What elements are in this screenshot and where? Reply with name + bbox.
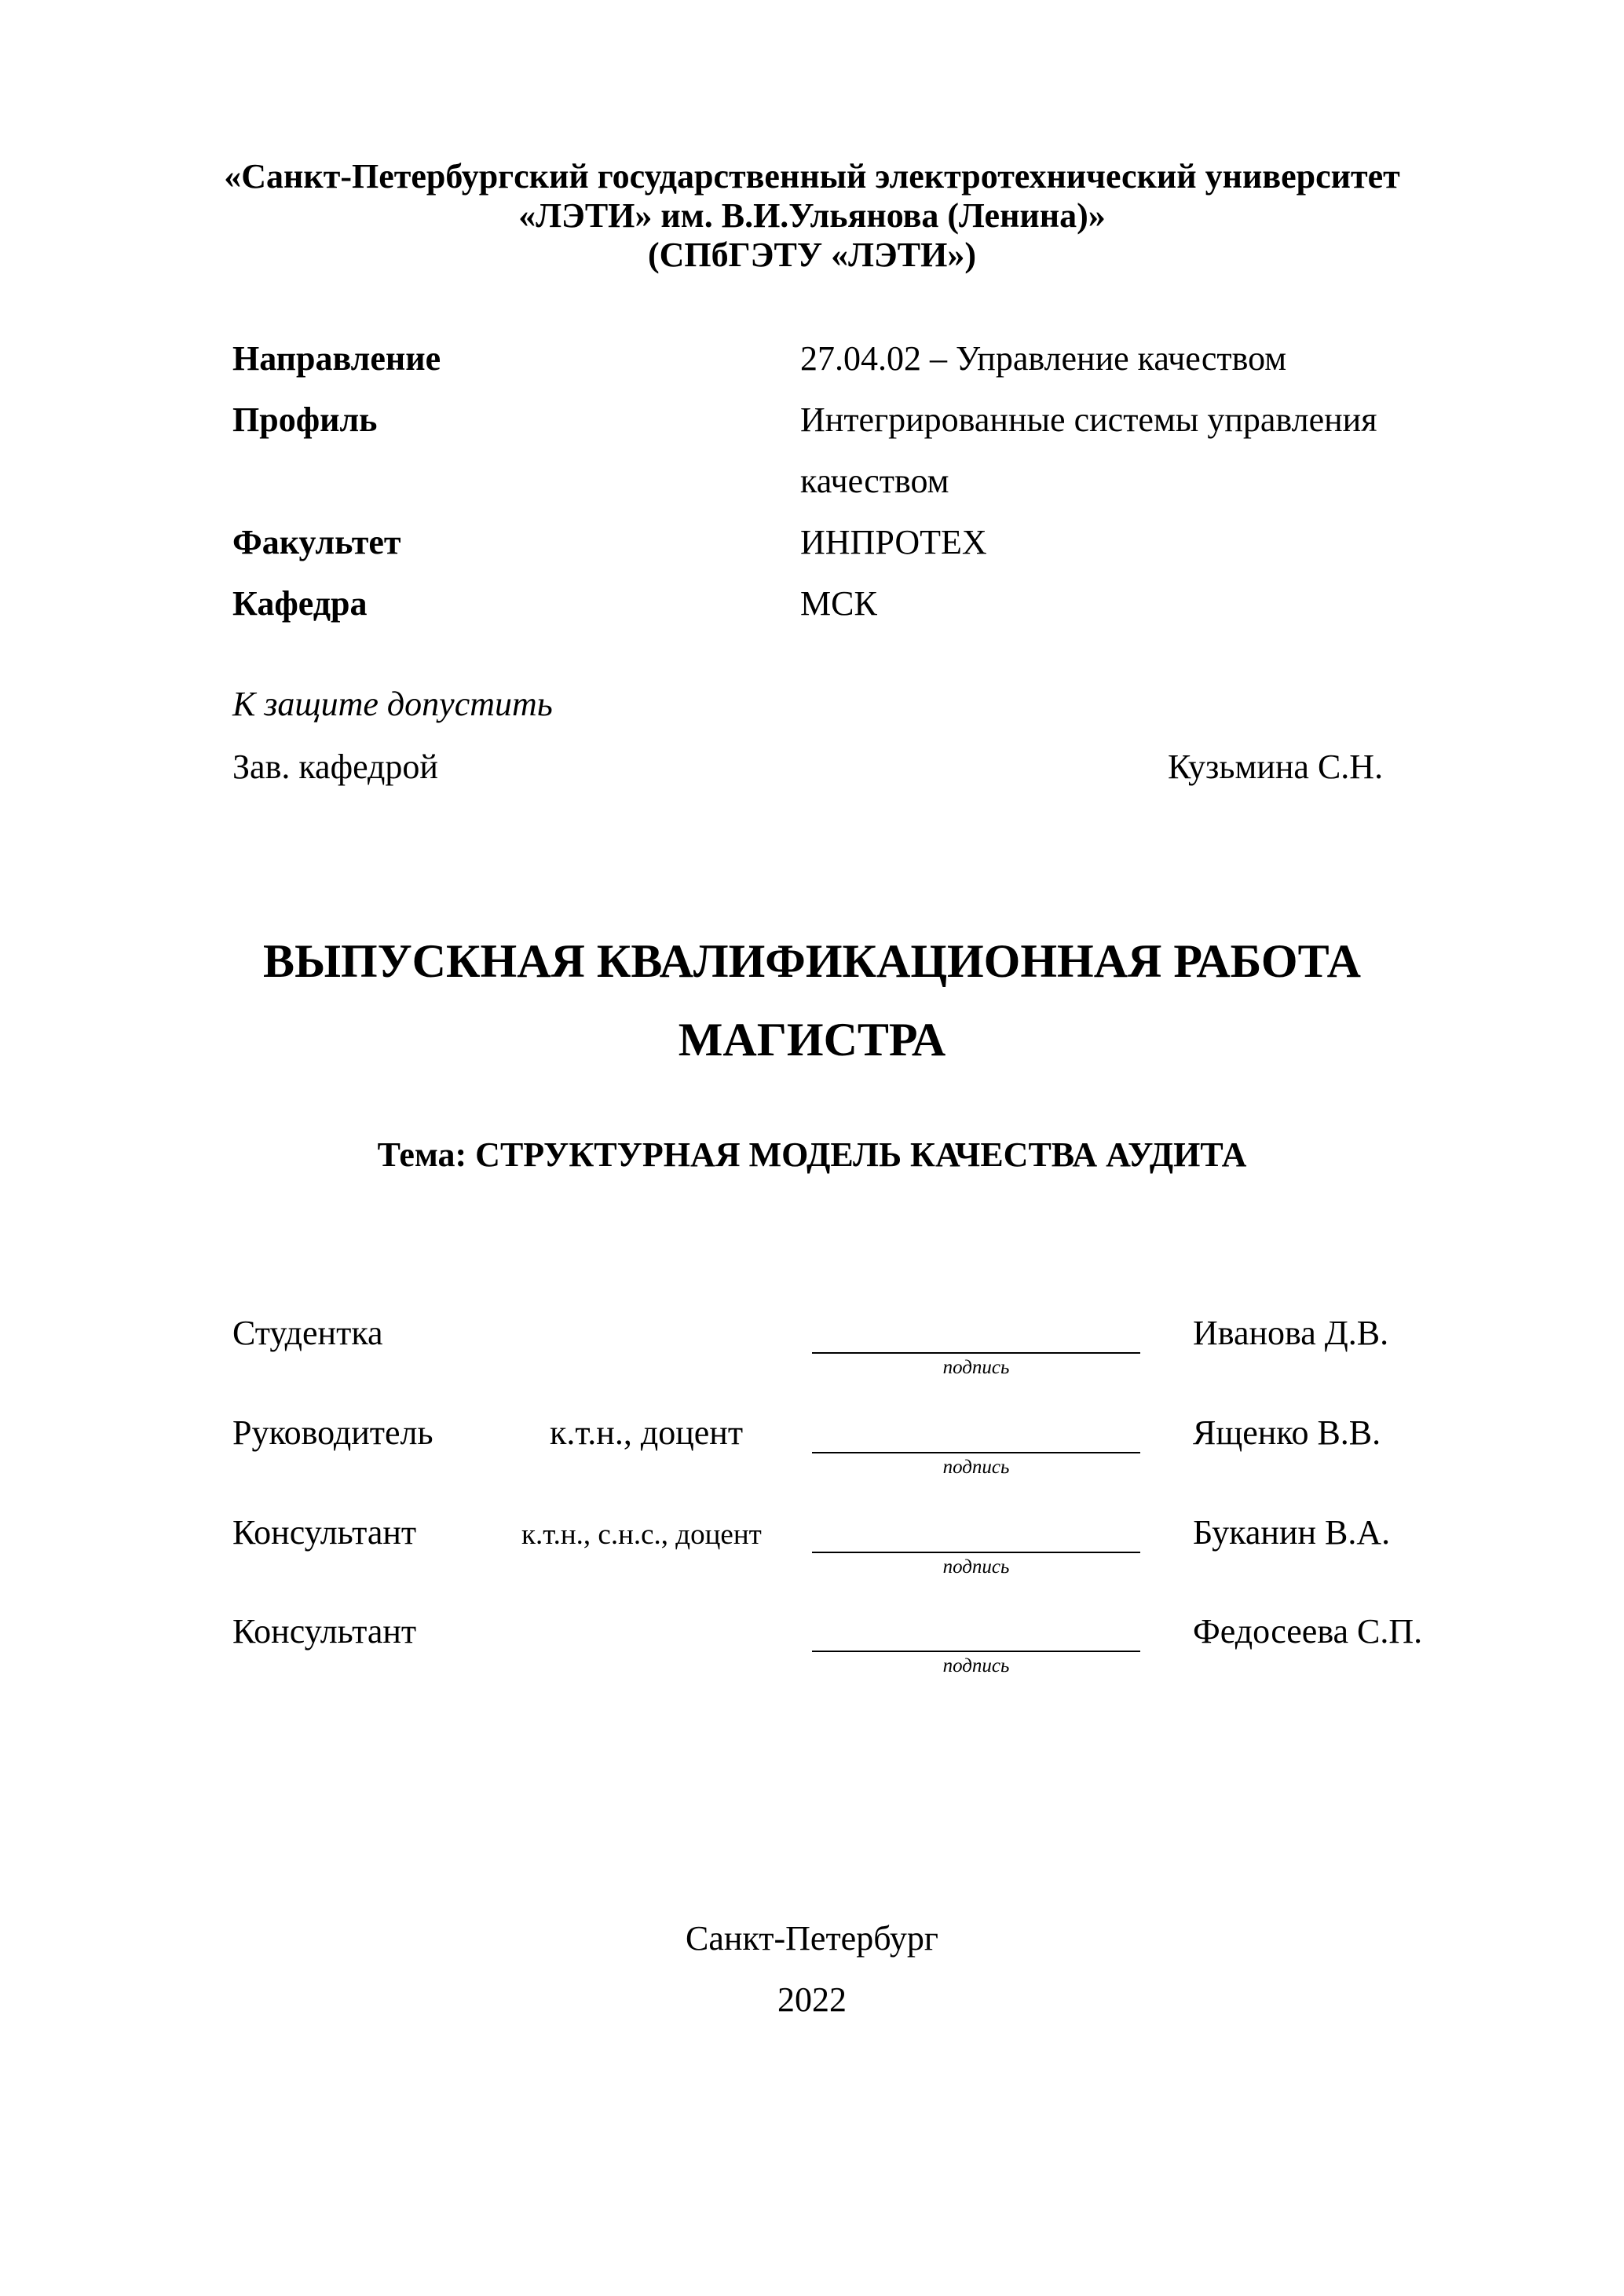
- admission-caption: К защите допустить: [232, 685, 553, 723]
- student-name: Иванова Д.В.: [1193, 1314, 1389, 1352]
- supervisor-degree: к.т.н., доцент: [550, 1413, 744, 1452]
- consultant-1-signature-line: [812, 1552, 1140, 1553]
- university-name-line-1: «Санкт-Петербургский государственный электротехнический университет: [224, 157, 1400, 196]
- student-signature-line: [812, 1352, 1140, 1354]
- faculty-value: ИНПРОТЕХ: [800, 523, 987, 561]
- consultant-1-name: Буканин В.А.: [1193, 1513, 1391, 1552]
- supervisor-name: Ященко В.В.: [1193, 1413, 1381, 1452]
- supervisor-signature-caption: подпись: [942, 1457, 1010, 1478]
- thesis-topic: Тема: СТРУКТУРНАЯ МОДЕЛЬ КАЧЕСТВА АУДИТА: [377, 1135, 1247, 1174]
- profile-value-continued: качеством: [800, 462, 949, 500]
- faculty-label: Факультет: [232, 523, 401, 561]
- head-of-department-label: Зав. кафедрой: [232, 748, 438, 786]
- consultant-1-role: Консультант: [232, 1513, 417, 1552]
- head-of-department-name: Кузьмина С.Н.: [1168, 748, 1384, 786]
- year: 2022: [777, 1980, 847, 2019]
- thesis-title-line-2: МАГИСТРА: [678, 1014, 946, 1066]
- direction-value: 27.04.02 – Управление качеством: [800, 339, 1287, 378]
- city: Санкт-Петербург: [686, 1919, 938, 1958]
- profile-label: Профиль: [232, 400, 378, 439]
- student-signature-caption: подпись: [942, 1357, 1010, 1378]
- department-value: МСК: [800, 584, 877, 623]
- university-abbreviation: (СПбГЭТУ «ЛЭТИ»): [648, 236, 976, 274]
- consultant-1-signature-caption: подпись: [942, 1556, 1010, 1578]
- supervisor-role: Руководитель: [232, 1413, 433, 1452]
- thesis-title-line-1: ВЫПУСКНАЯ КВАЛИФИКАЦИОННАЯ РАБОТА: [263, 935, 1361, 987]
- consultant-2-role: Консультант: [232, 1612, 417, 1651]
- university-name-line-2: «ЛЭТИ» им. В.И.Ульянова (Ленина)»: [518, 196, 1106, 235]
- consultant-2-name: Федосеева С.П.: [1193, 1612, 1423, 1651]
- student-role: Студентка: [232, 1314, 383, 1352]
- consultant-2-signature-line: [812, 1651, 1140, 1652]
- supervisor-signature-line: [812, 1452, 1140, 1453]
- direction-label: Направление: [232, 339, 441, 378]
- department-label: Кафедра: [232, 584, 368, 623]
- consultant-1-degree: к.т.н., с.н.с., доцент: [521, 1519, 762, 1551]
- profile-value: Интегрированные системы управления: [800, 400, 1377, 439]
- consultant-2-signature-caption: подпись: [942, 1655, 1010, 1676]
